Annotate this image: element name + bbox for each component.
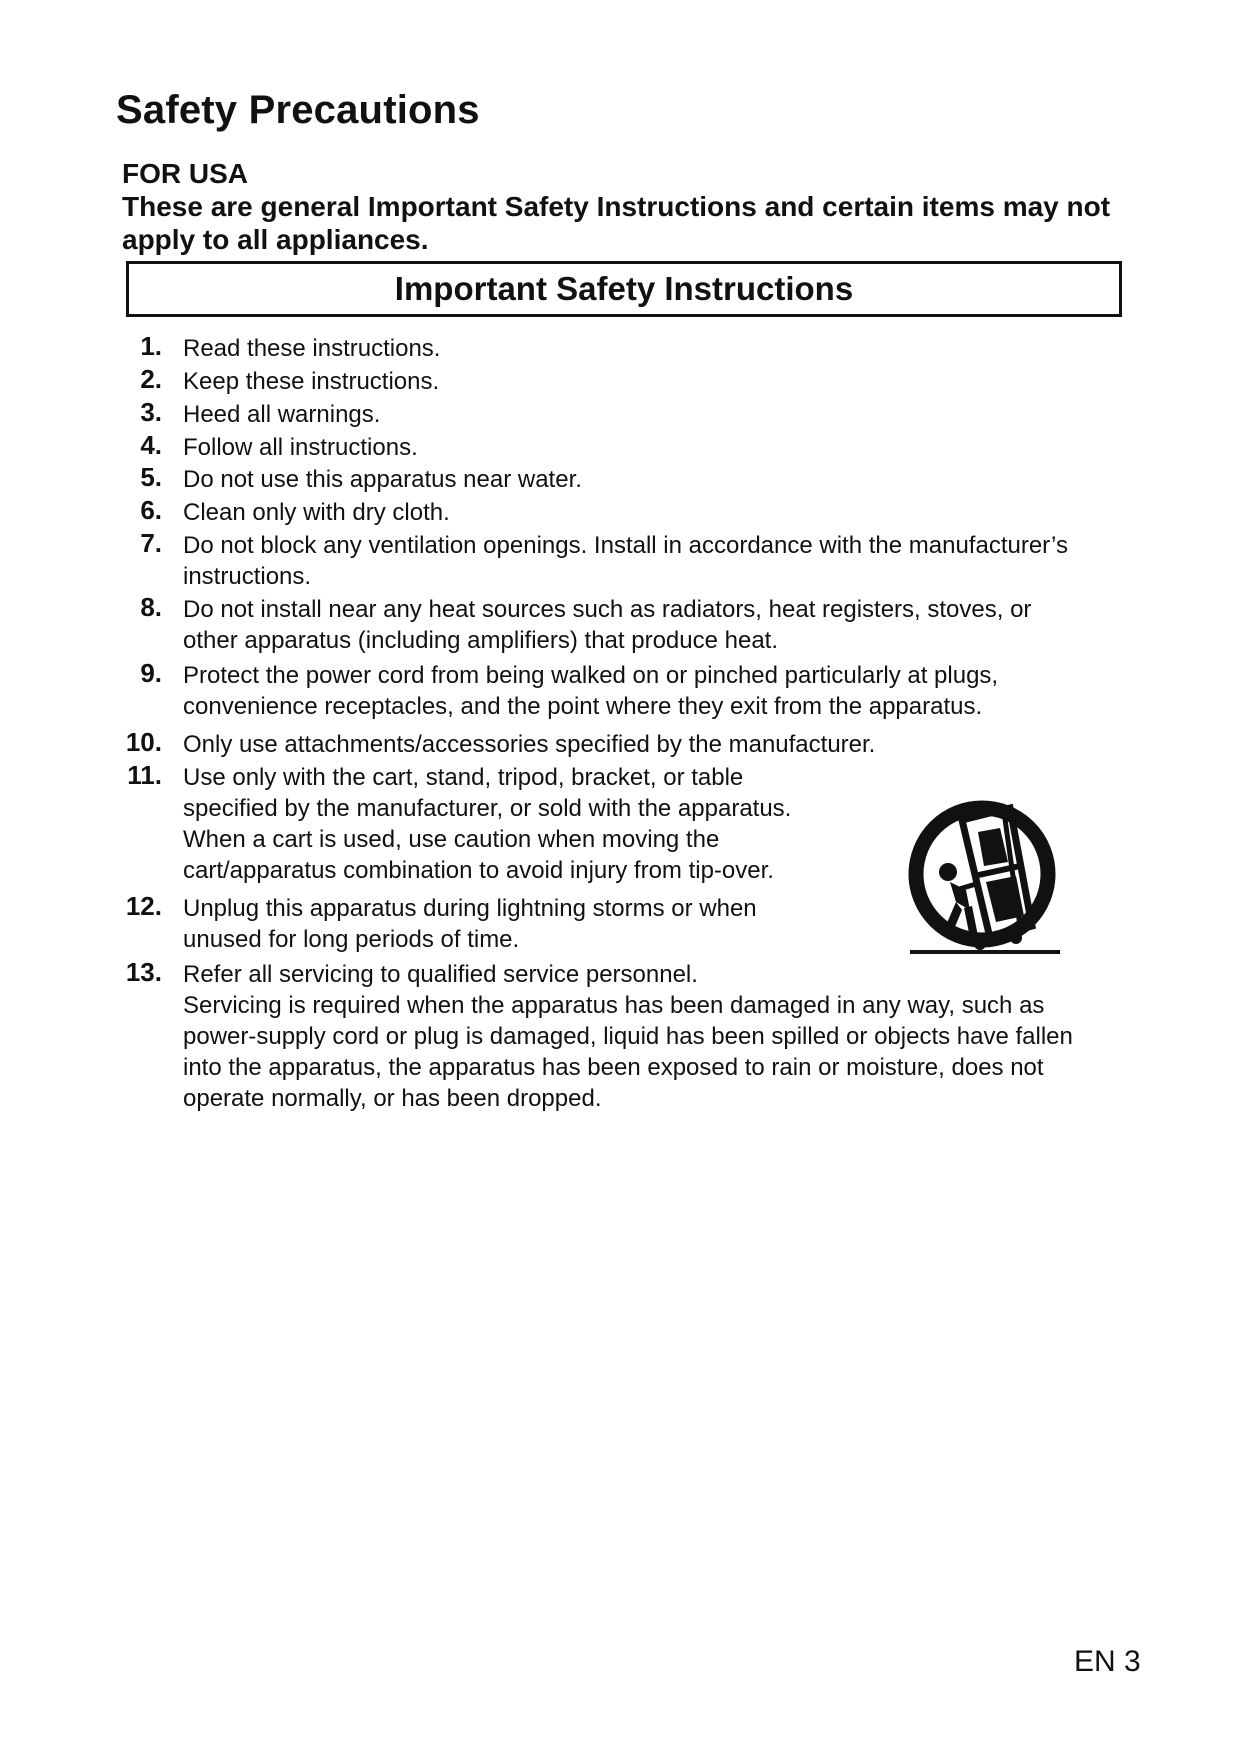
- item-number: 4.: [140, 430, 162, 460]
- item-text: Follow all instructions.: [183, 434, 418, 461]
- page-title: Safety Precautions: [116, 88, 480, 132]
- box-title: Important Safety Instructions: [394, 270, 854, 307]
- item-number: 5.: [140, 462, 162, 492]
- region-heading: FOR USA: [122, 158, 248, 189]
- item-number: 12.: [125, 891, 162, 921]
- important-safety-instructions-box: [126, 261, 1122, 317]
- item-number: 13.: [125, 957, 162, 987]
- item-number: 8.: [140, 592, 162, 622]
- item-text: Heed all warnings.: [183, 401, 381, 428]
- item-text: Refer all servicing to qualified service personnel. Servicing is required when the apparatus has been damaged in any way, such as power-supply cord or plug is damaged, liquid has been spilled or objects have fallen into the apparatus, the apparatus has been exposed to rain or moisture, does not operate normally, or has been dropped.: [183, 961, 1073, 1112]
- item-number: 1.: [140, 331, 162, 361]
- item-text: Use only with the cart, stand, tripod, bracket, or table specified by the manufacturer, or sold with the apparatus. When a cart is used, use caution when moving the cart/apparatus combination to avoid injury from tip-over.: [183, 764, 792, 884]
- item-text: Unplug this apparatus during lightning storms or when unused for long periods of time.: [183, 895, 757, 953]
- item-text: Do not block any ventilation openings. Install in accordance with the manufacturer’s instructions.: [183, 532, 1068, 590]
- item-text: Read these instructions.: [183, 335, 441, 362]
- page-number: EN 3: [1074, 1645, 1141, 1678]
- intro-text: These are general Important Safety Instructions and certain items may not apply to all appliances.: [122, 191, 1111, 255]
- item-number: 3.: [140, 397, 162, 427]
- item-text: Protect the power cord from being walked on or pinched particularly at plugs, convenience receptacles, and the point where they exit from the apparatus.: [183, 662, 999, 720]
- item-number: 6.: [140, 495, 162, 525]
- item-number: 11.: [127, 760, 162, 790]
- item-text: Only use attachments/accessories specified by the manufacturer.: [183, 731, 876, 758]
- item-number: 7.: [140, 528, 162, 558]
- item-number: 10.: [125, 727, 162, 757]
- cart-tip-over-warning-icon: [900, 798, 1068, 964]
- item-text: Do not install near any heat sources such as radiators, heat registers, stoves, or other apparatus (including amplifiers) that produce heat.: [183, 596, 1032, 654]
- item-text: Keep these instructions.: [183, 368, 440, 395]
- item-text: Do not use this apparatus near water.: [183, 466, 582, 493]
- item-number: 2.: [140, 364, 162, 394]
- item-number: 9.: [140, 658, 162, 688]
- item-text: Clean only with dry cloth.: [183, 499, 450, 526]
